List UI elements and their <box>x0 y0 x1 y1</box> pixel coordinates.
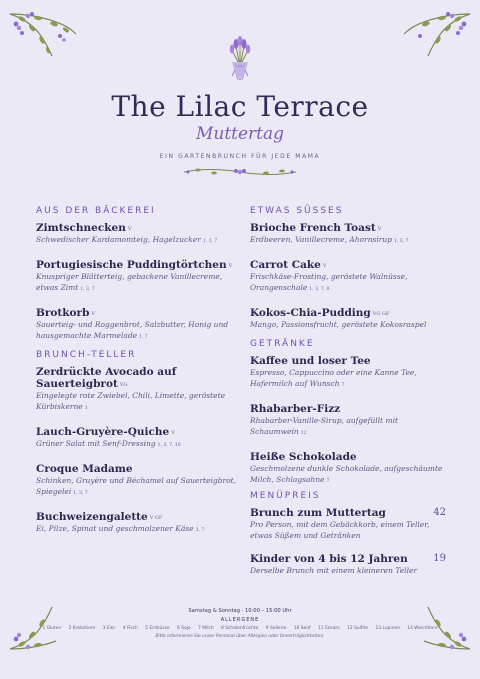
allergen-entry: 14 Weichtiere <box>407 626 438 631</box>
item-description: Schwedischer Kardamomteig, Hagelzucker <box>36 235 201 244</box>
item-description: Espresso, Cappuccino oder eine Kanne Tee, Hafermilch auf Wunsch <box>250 368 417 388</box>
item-description: Eingelegte rote Zwiebel, Chili, Limette, geröstete Kürbiskerne <box>36 391 226 411</box>
allergen-codes: 1, 3, 7 <box>202 239 218 244</box>
menu-item <box>250 507 450 541</box>
diet-tag: V <box>171 430 175 436</box>
allergen-entry: 1 Gluten <box>42 626 62 631</box>
menu-item <box>36 511 236 536</box>
item-name: Kaffee und loser Tee <box>250 355 371 367</box>
menu-item <box>250 307 450 330</box>
section-baeckerei <box>36 206 236 355</box>
allergen-note: Bitte informieren Sie unser Personal über Allergien oder Unverträglichkeiten. <box>155 634 325 639</box>
diet-tag: V <box>127 226 132 232</box>
menu-item <box>250 403 450 439</box>
section-heading: GETRÄNKE <box>250 339 315 349</box>
item-name: Kokos-Chia-Pudding <box>250 307 371 319</box>
menu-item <box>250 222 450 247</box>
item-name: Portugiesische Puddingtörtchen <box>36 259 227 271</box>
item-price: 42 <box>433 507 446 518</box>
menu-item <box>36 222 236 247</box>
allergen-codes: 7 <box>326 479 330 484</box>
item-description: Sauerteig- und Roggenbrot, Salzbutter, Honig und hausgemachte Marmelade <box>36 320 229 340</box>
allergen-entry: 4 Fisch <box>122 626 138 631</box>
allergen-entry: 11 Sesam <box>317 626 340 631</box>
menu-item <box>250 259 450 295</box>
item-name: Rhabarber-Fizz <box>250 403 341 415</box>
item-price: 19 <box>433 553 446 564</box>
item-description: Schinken, Gruyère und Béchamel auf Sauerteigbrot, Spiegelei <box>36 476 236 496</box>
item-description: Pro Person, mit dem Gebäckkorb, einem Teller, etwas Süßem und Getränken <box>250 520 430 540</box>
allergen-codes: 1, 3, 7, 8 <box>309 287 330 292</box>
menu-item <box>36 426 236 451</box>
allergen-entry: 5 Erdnüsse <box>145 626 170 631</box>
allergen-entry: 6 Soja <box>177 626 191 631</box>
item-name: Kinder von 4 bis 12 Jahren <box>250 553 408 565</box>
allergen-entry: 10 Senf <box>293 626 311 631</box>
item-description: Grüner Salat mit Senf-Dressing <box>36 439 156 448</box>
allergen-legend <box>0 626 480 631</box>
diet-tag: V <box>228 263 233 269</box>
allergen-entry: 12 Sulfite <box>347 626 369 631</box>
item-name: Croque Madame <box>36 463 133 475</box>
section-getraenke <box>250 339 450 499</box>
allergen-codes: 3, 7 <box>195 528 205 533</box>
item-description: Mango, Passionsfrucht, geröstete Kokosraspel <box>250 320 427 329</box>
menu-item <box>36 463 236 499</box>
diet-tag: VG <box>119 382 128 388</box>
vine-divider-icon <box>180 165 300 179</box>
allergen-codes: 1, 3, 7, 10 <box>157 443 181 448</box>
menu-subtitle: Muttertag <box>195 124 285 144</box>
section-heading: ETWAS SÜSSES <box>250 206 344 216</box>
item-description: Derselbe Brunch mit einem kleineren Teller <box>250 566 417 575</box>
diet-tag: V <box>322 263 327 269</box>
section-menupreis <box>250 491 450 588</box>
allergen-heading: ALLERGENE <box>220 617 260 623</box>
allergen-codes: 1, 3, 7 <box>80 287 95 292</box>
diet-tag: V <box>91 311 96 317</box>
opening-hours: Samstag & Sonntag · 10:00 – 15:00 Uhr <box>188 608 292 614</box>
section-brunch <box>36 350 236 548</box>
allergen-codes: 1, 3, 7 <box>73 491 88 496</box>
section-heading: AUS DER BÄCKEREI <box>36 206 156 216</box>
item-name: Brioche French Toast <box>250 222 376 234</box>
item-description: Erdbeeren, Vanillecreme, Ahornsirup <box>250 235 393 244</box>
item-name: Carrot Cake <box>250 259 321 271</box>
allergen-entry: 8 Schalenfrüchte <box>221 626 259 631</box>
lavender-sprig-icon <box>402 10 472 60</box>
menu-item <box>36 307 236 343</box>
menu-item <box>36 259 236 295</box>
menu-item <box>36 366 236 414</box>
item-description: Geschmolzene dunkle Schokolade, aufgeschäumte Milch, Schlagsahne <box>250 464 443 484</box>
allergen-entry: 7 Milch <box>198 626 214 631</box>
item-name: Brotkorb <box>36 307 90 319</box>
menu-item <box>250 355 450 391</box>
allergen-entry: 2 Krebstiere <box>68 626 96 631</box>
diet-tag: V <box>377 226 382 232</box>
allergen-codes: 1, 7 <box>139 335 148 340</box>
item-name: Zimtschnecken <box>36 222 126 234</box>
allergen-codes: 1 <box>84 406 88 411</box>
section-heading: BRUNCH-TELLER <box>36 350 137 360</box>
item-description: Rhabarber-Vanille-Sirup, aufgefüllt mit Schaumwein <box>250 416 398 436</box>
item-name: Heiße Schokolade <box>250 451 357 463</box>
section-suesses <box>250 206 450 342</box>
menu-tagline: EIN GARTENBRUNCH FÜR JEDE MAMA <box>159 153 321 160</box>
restaurant-title: The Lilac Terrace <box>111 90 369 123</box>
allergen-entry: 9 Sellerie <box>265 626 287 631</box>
item-name: Zerdrückte Avocado auf Sauerteigbrot <box>36 366 177 390</box>
allergen-codes: 12 <box>300 431 307 436</box>
allergen-codes: 7 <box>341 383 345 388</box>
menu-item <box>250 451 450 487</box>
item-description: Frischkäse-Frosting, geröstete Walnüsse, Orangenschale <box>250 272 408 292</box>
menu-footer <box>0 608 480 639</box>
allergen-entry: 13 Lupinen <box>375 626 400 631</box>
item-name: Buchweizengalette <box>36 511 148 523</box>
item-name: Lauch-Gruyère-Quiche <box>36 426 170 438</box>
item-name: Brunch zum Muttertag <box>250 507 386 519</box>
allergen-entry: 3 Eier <box>102 626 116 631</box>
diet-tag: VG GF <box>372 311 390 317</box>
menu-item <box>250 553 450 576</box>
item-description: Knuspriger Blätterteig, gebackene Vanillecreme, etwas Zimt <box>36 272 223 292</box>
item-description: Ei, Pilze, Spinat und geschmolzener Käse <box>36 524 194 533</box>
section-heading: MENÜPREIS <box>250 491 321 501</box>
allergen-codes: 1, 3, 7 <box>394 239 409 244</box>
lavender-bouquet-icon <box>222 36 258 86</box>
lavender-sprig-icon <box>8 10 78 60</box>
diet-tag: V GF <box>149 515 163 521</box>
